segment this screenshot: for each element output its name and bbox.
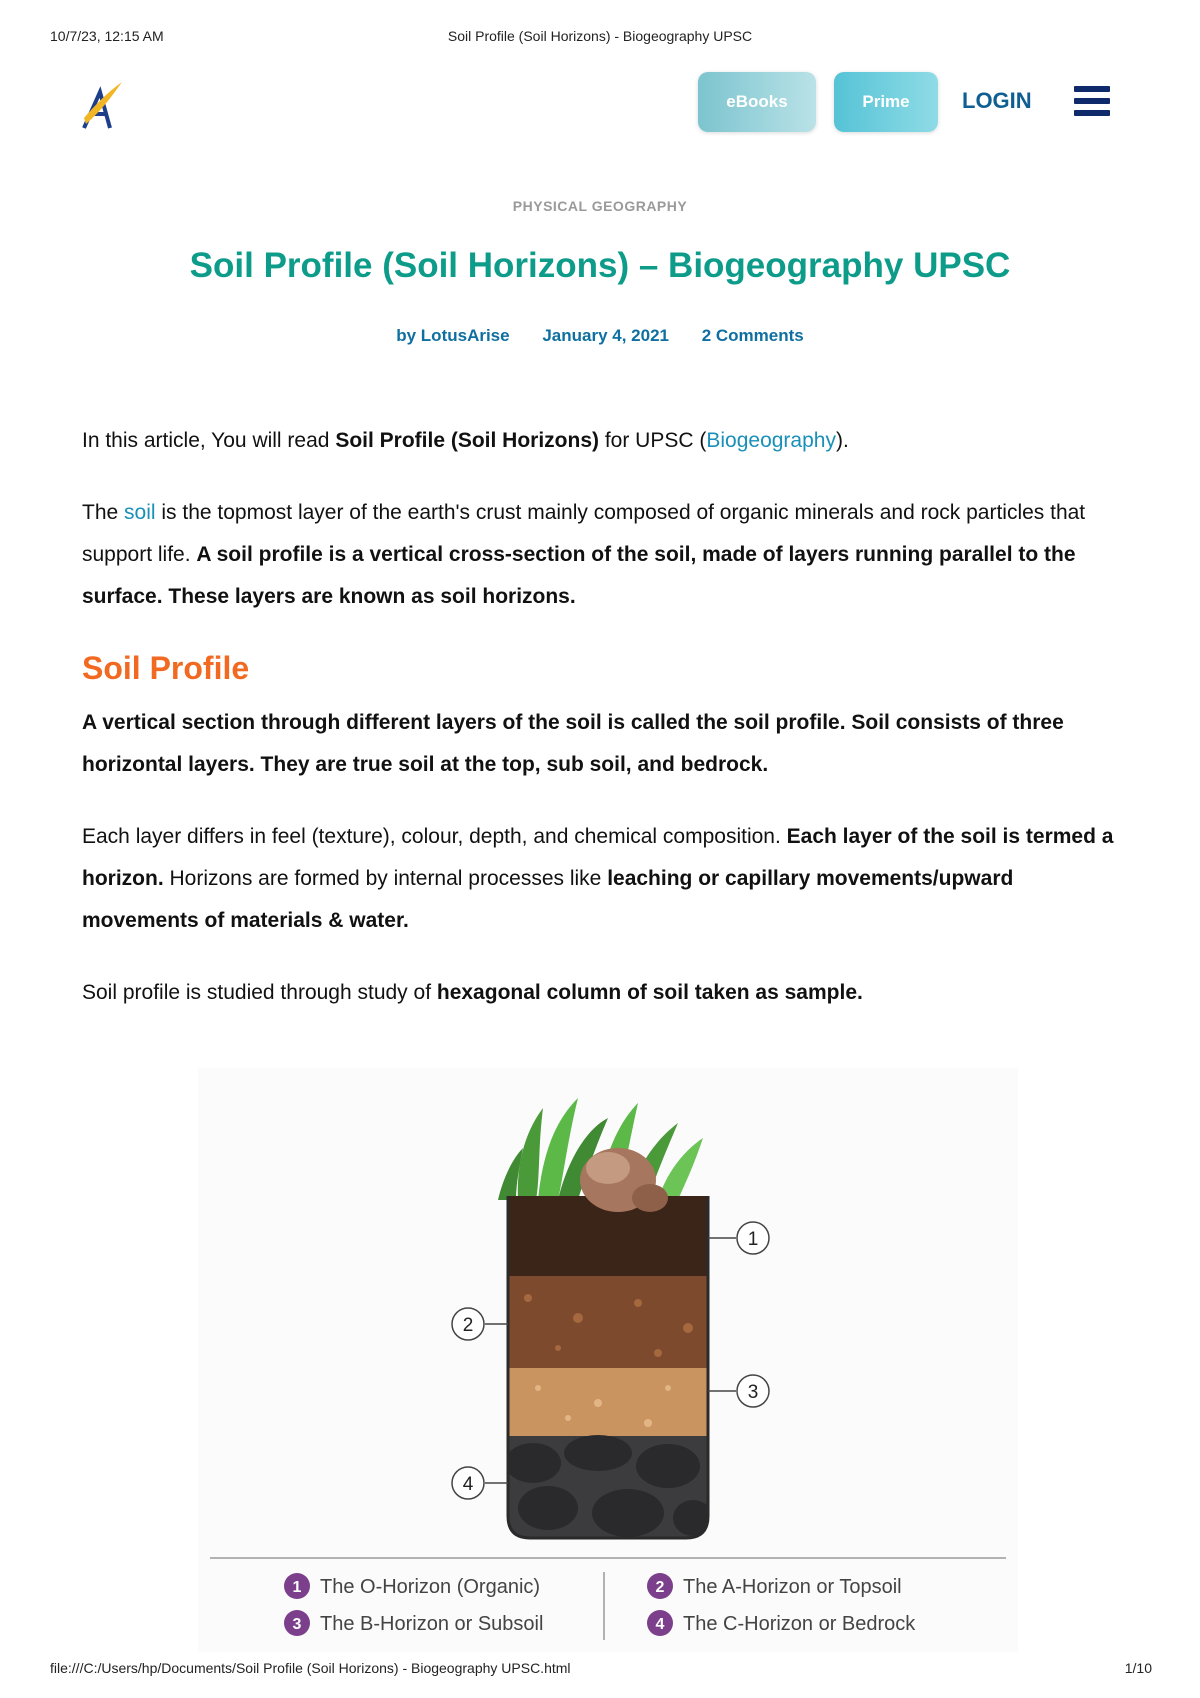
site-header (0, 72, 1200, 136)
intro-paragraph (82, 420, 1118, 462)
prime-button[interactable]: Prime (834, 72, 938, 132)
menu-bar (1074, 86, 1110, 92)
article-date[interactable]: January 4, 2021 (542, 326, 669, 345)
ebooks-button[interactable]: eBooks (698, 72, 816, 132)
article-title: Soil Profile (Soil Horizons) – Biogeography UPSC (189, 246, 1011, 285)
svg-text:2: 2 (462, 1315, 474, 1336)
article-body (82, 420, 1118, 1044)
svg-text:3: 3 (747, 1382, 759, 1403)
text: Soil profile is studied through study of (82, 981, 437, 1004)
svg-text:The B-Horizon or Subsoil: The B-Horizon or Subsoil (320, 1613, 544, 1635)
article-comments[interactable]: 2 Comments (701, 326, 804, 345)
soil-column (498, 1196, 718, 1546)
svg-text:4: 4 (462, 1474, 474, 1495)
bold-text: hexagonal column of soil taken as sample. (436, 981, 863, 1004)
svg-text:1: 1 (292, 1579, 302, 1596)
print-page-title: Soil Profile (Soil Horizons) - Biogeography UPSC (447, 28, 753, 44)
callout-4 (452, 1467, 484, 1499)
soil-profile-paragraph (82, 702, 1118, 786)
text: Each layer differs in feel (texture), colour, depth, and chemical composition. (82, 825, 787, 848)
article-author[interactable]: by LotusArise (396, 326, 510, 345)
menu-bar (1074, 98, 1110, 104)
legend-item-1 (284, 1573, 540, 1599)
subsoil-layer (498, 1368, 718, 1436)
article-category[interactable]: PHYSICAL GEOGRAPHY (512, 198, 688, 214)
bold-text: leaching or capillary movements/upward movements of materials & water. (82, 867, 1014, 932)
text: In this article, You will read (82, 429, 336, 452)
svg-text:The A-Horizon or Topsoil: The A-Horizon or Topsoil (683, 1576, 902, 1598)
bold-text: Each layer of the soil is termed a horizon. (82, 825, 1114, 890)
print-datetime: 10/7/23, 12:15 AM (50, 28, 164, 44)
print-page-number: 1/10 (1124, 1660, 1152, 1676)
bold-text: Soil Profile (Soil Horizons) (335, 429, 599, 452)
horizon-paragraph (82, 816, 1118, 942)
svg-text:4: 4 (655, 1616, 665, 1633)
bold-text: A vertical section through different layers of the soil is called the soil profile. Soil consists of three horizontal layers. They are true soil at the top, sub soil, and bedrock. (82, 711, 1064, 776)
text: ). (835, 429, 849, 452)
text: is the topmost layer of the earth's crust mainly composed of organic minerals and rock particles that support life. (82, 501, 1086, 566)
svg-text:2: 2 (655, 1579, 665, 1596)
callout-3 (737, 1375, 769, 1407)
svg-text:The C-Horizon or Bedrock: The C-Horizon or Bedrock (683, 1613, 916, 1635)
section-heading-soil-profile: Soil Profile (82, 650, 250, 686)
legend-item-2 (647, 1573, 902, 1599)
menu-bar (1074, 110, 1110, 116)
login-link[interactable]: LOGIN (962, 88, 1032, 113)
text: Horizons are formed by internal processes like (163, 867, 608, 890)
soil-definition-paragraph (82, 492, 1118, 618)
bold-text: A soil profile is a vertical cross-section of the soil, made of layers running parallel to the surface. These layers are known as soil horizons. (82, 543, 1076, 608)
soil-link[interactable]: soil (124, 501, 156, 524)
legend-item-3 (284, 1610, 543, 1636)
article-meta (0, 326, 1200, 346)
legend-item-4 (647, 1610, 916, 1636)
text: The (82, 501, 125, 524)
study-paragraph (82, 972, 1118, 1014)
biogeography-link[interactable]: Biogeography (706, 429, 836, 452)
callout-2 (452, 1308, 484, 1340)
menu-icon[interactable] (1074, 86, 1110, 118)
text: for UPSC ( (599, 429, 707, 452)
topsoil-layer (498, 1276, 718, 1368)
callout-1 (737, 1222, 769, 1254)
svg-text:The O-Horizon (Organic): The O-Horizon (Organic) (320, 1576, 541, 1598)
svg-text:1: 1 (747, 1229, 759, 1250)
print-file-path: file:///C:/Users/hp/Documents/Soil Profile (Soil Horizons) - Biogeography UPSC.html (50, 1660, 571, 1676)
svg-text:3: 3 (292, 1616, 302, 1633)
site-logo-icon[interactable] (80, 78, 124, 130)
soil-profile-illustration (198, 1068, 1018, 1652)
